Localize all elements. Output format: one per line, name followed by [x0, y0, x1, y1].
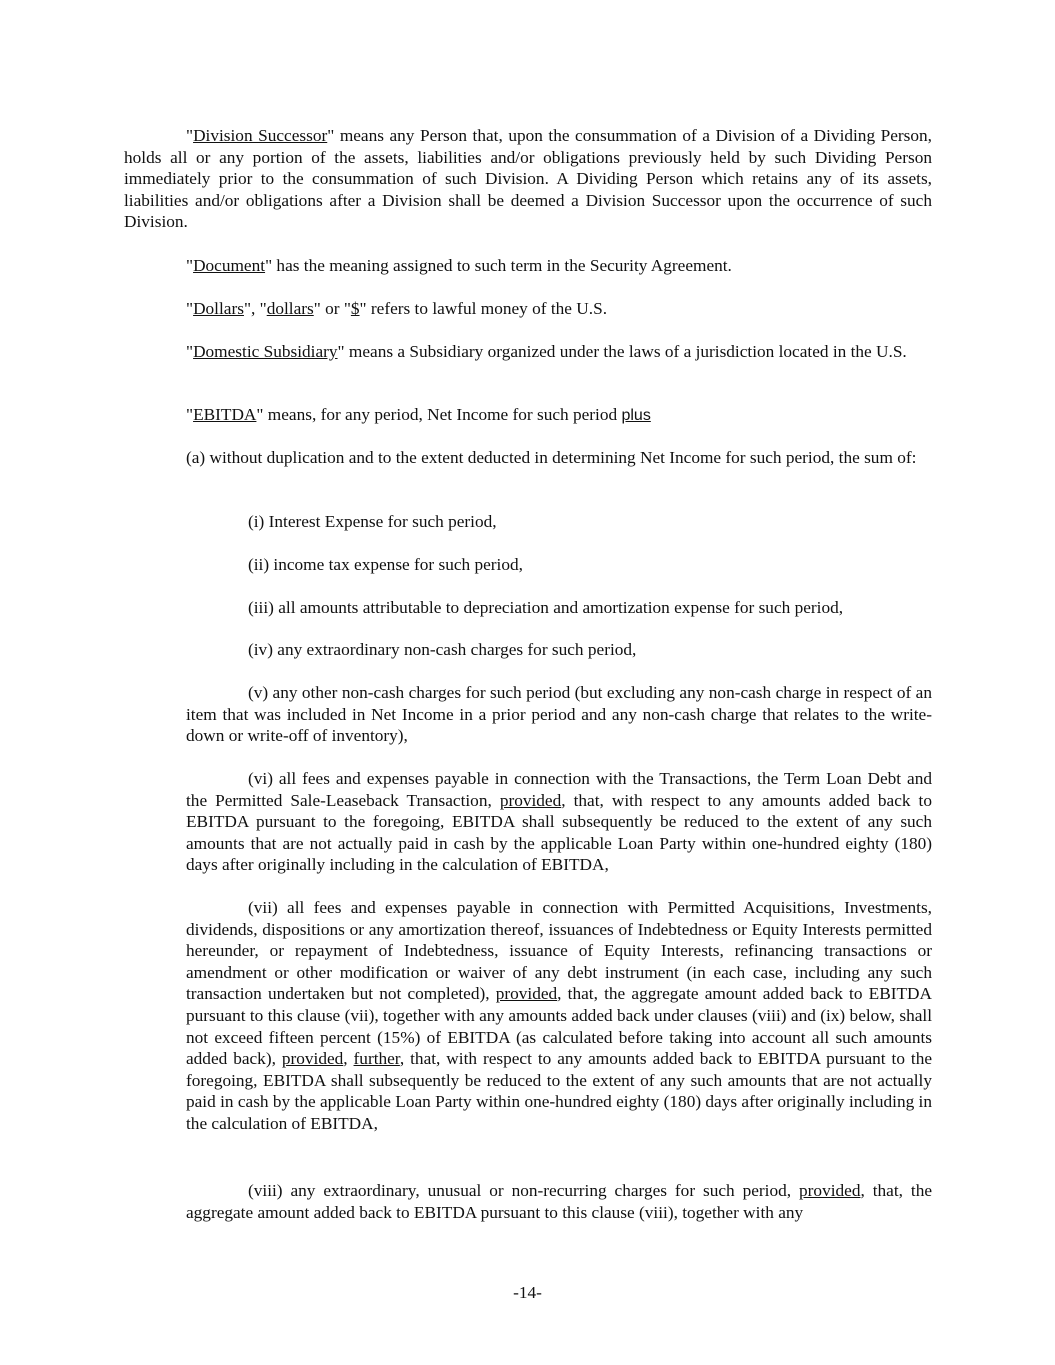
item-vi: (vi) all fees and expenses payable in connection with the Transactions, the Term Loan Debt and the Permitted Sale-Leaseback Transaction, provided, that, with respect to any amounts added back to EBITDA pursuant to the foregoing, EBITDA shall subsequently be reduced to the extent of any such amounts that are not actually paid in cash by the applicable Loan Party within one-hundred eighty (180) days after originally including in the calculation of EBITDA,: [186, 769, 932, 875]
definition-division-successor: "Division Successor" means any Person that, upon the consummation of a Division of a Dividing Person, holds all or any portion of the assets, liabilities and/or obligations previously held by such Dividing Person immediately prior to the consummation of such Division. A Dividing Person which retains any of its assets, liabilities and/or obligations after a Division shall be deemed a Division Successor upon the occurrence of such Division.: [124, 126, 932, 232]
plus-keyword: plus: [621, 407, 651, 424]
clause-a: (a) without duplication and to the extent deducted in determining Net Income for such period, the sum of:: [186, 448, 917, 467]
definition-ebitda: "EBITDA" means, for any period, Net Income for such period plus: [186, 405, 651, 424]
definition-dollars: "Dollars", "dollars" or "$" refers to lawful money of the U.S.: [186, 299, 608, 318]
further-term: further: [353, 1049, 400, 1069]
page-number: -14-: [513, 1283, 542, 1302]
defined-term: EBITDA: [193, 405, 257, 424]
defined-term: Division Successor: [193, 126, 328, 145]
item-iii: (iii) all amounts attributable to depreciation and amortization expense for such period,: [248, 598, 844, 617]
definition-domestic-subsidiary: "Domestic Subsidiary" means a Subsidiary organized under the laws of a jurisdiction located in the U.S.: [186, 342, 907, 361]
provided-term: provided: [799, 1181, 861, 1200]
item-v: (v) any other non-cash charges for such period (but excluding any non-cash charge in respect of an item that was included in Net Income in a prior period and any non-cash charge that relates to the write-down or write-off of inventory),: [186, 683, 932, 746]
item-viii: (viii) any extraordinary, unusual or non-recurring charges for such period, provided, that, the aggregate amount added back to EBITDA pursuant to this clause (viii), together with any: [186, 1181, 932, 1222]
item-vii: (vii) all fees and expenses payable in connection with Permitted Acquisitions, Investments, dividends, dispositions or any amortization thereof, issuances of Indebtedness or Equity Interests permitted hereunder, or repayment of Indebtedness, issuance of Equity Interests, refinancing transactions or amendment or other modification or waiver of any debt instrument (in each case, including any such transaction undertaken but not completed), provided, that, the aggregate amount added back to EBITDA pursuant to this clause (vii), together with any amounts added back under clauses (viii) and (ix) below, shall not exceed fifteen percent (15%) of EBITDA (as calculated before taking into account all such amounts added back), provided, further, that, with respect to any amounts added back to EBITDA pursuant to the foregoing, EBITDA shall subsequently be reduced to the extent of any such amounts that are not actually paid in cash by the applicable Loan Party within one-hundred eighty (180) days after originally including in the calculation of EBITDA,: [186, 898, 933, 1133]
defined-term: Dollars: [193, 299, 244, 318]
defined-term: Domestic Subsidiary: [193, 342, 338, 361]
defined-term: dollars: [266, 299, 314, 318]
item-i: (i) Interest Expense for such period,: [248, 512, 497, 531]
item-ii: (ii) income tax expense for such period,: [248, 555, 523, 574]
provided-term: provided: [281, 1049, 344, 1069]
item-iv: (iv) any extraordinary non-cash charges for such period,: [248, 640, 637, 659]
provided-term: provided: [495, 984, 558, 1004]
defined-term: $: [350, 299, 360, 318]
provided-term: provided: [499, 790, 562, 810]
definition-document: "Document" has the meaning assigned to such term in the Security Agreement.: [186, 256, 732, 275]
defined-term: Document: [193, 256, 266, 275]
